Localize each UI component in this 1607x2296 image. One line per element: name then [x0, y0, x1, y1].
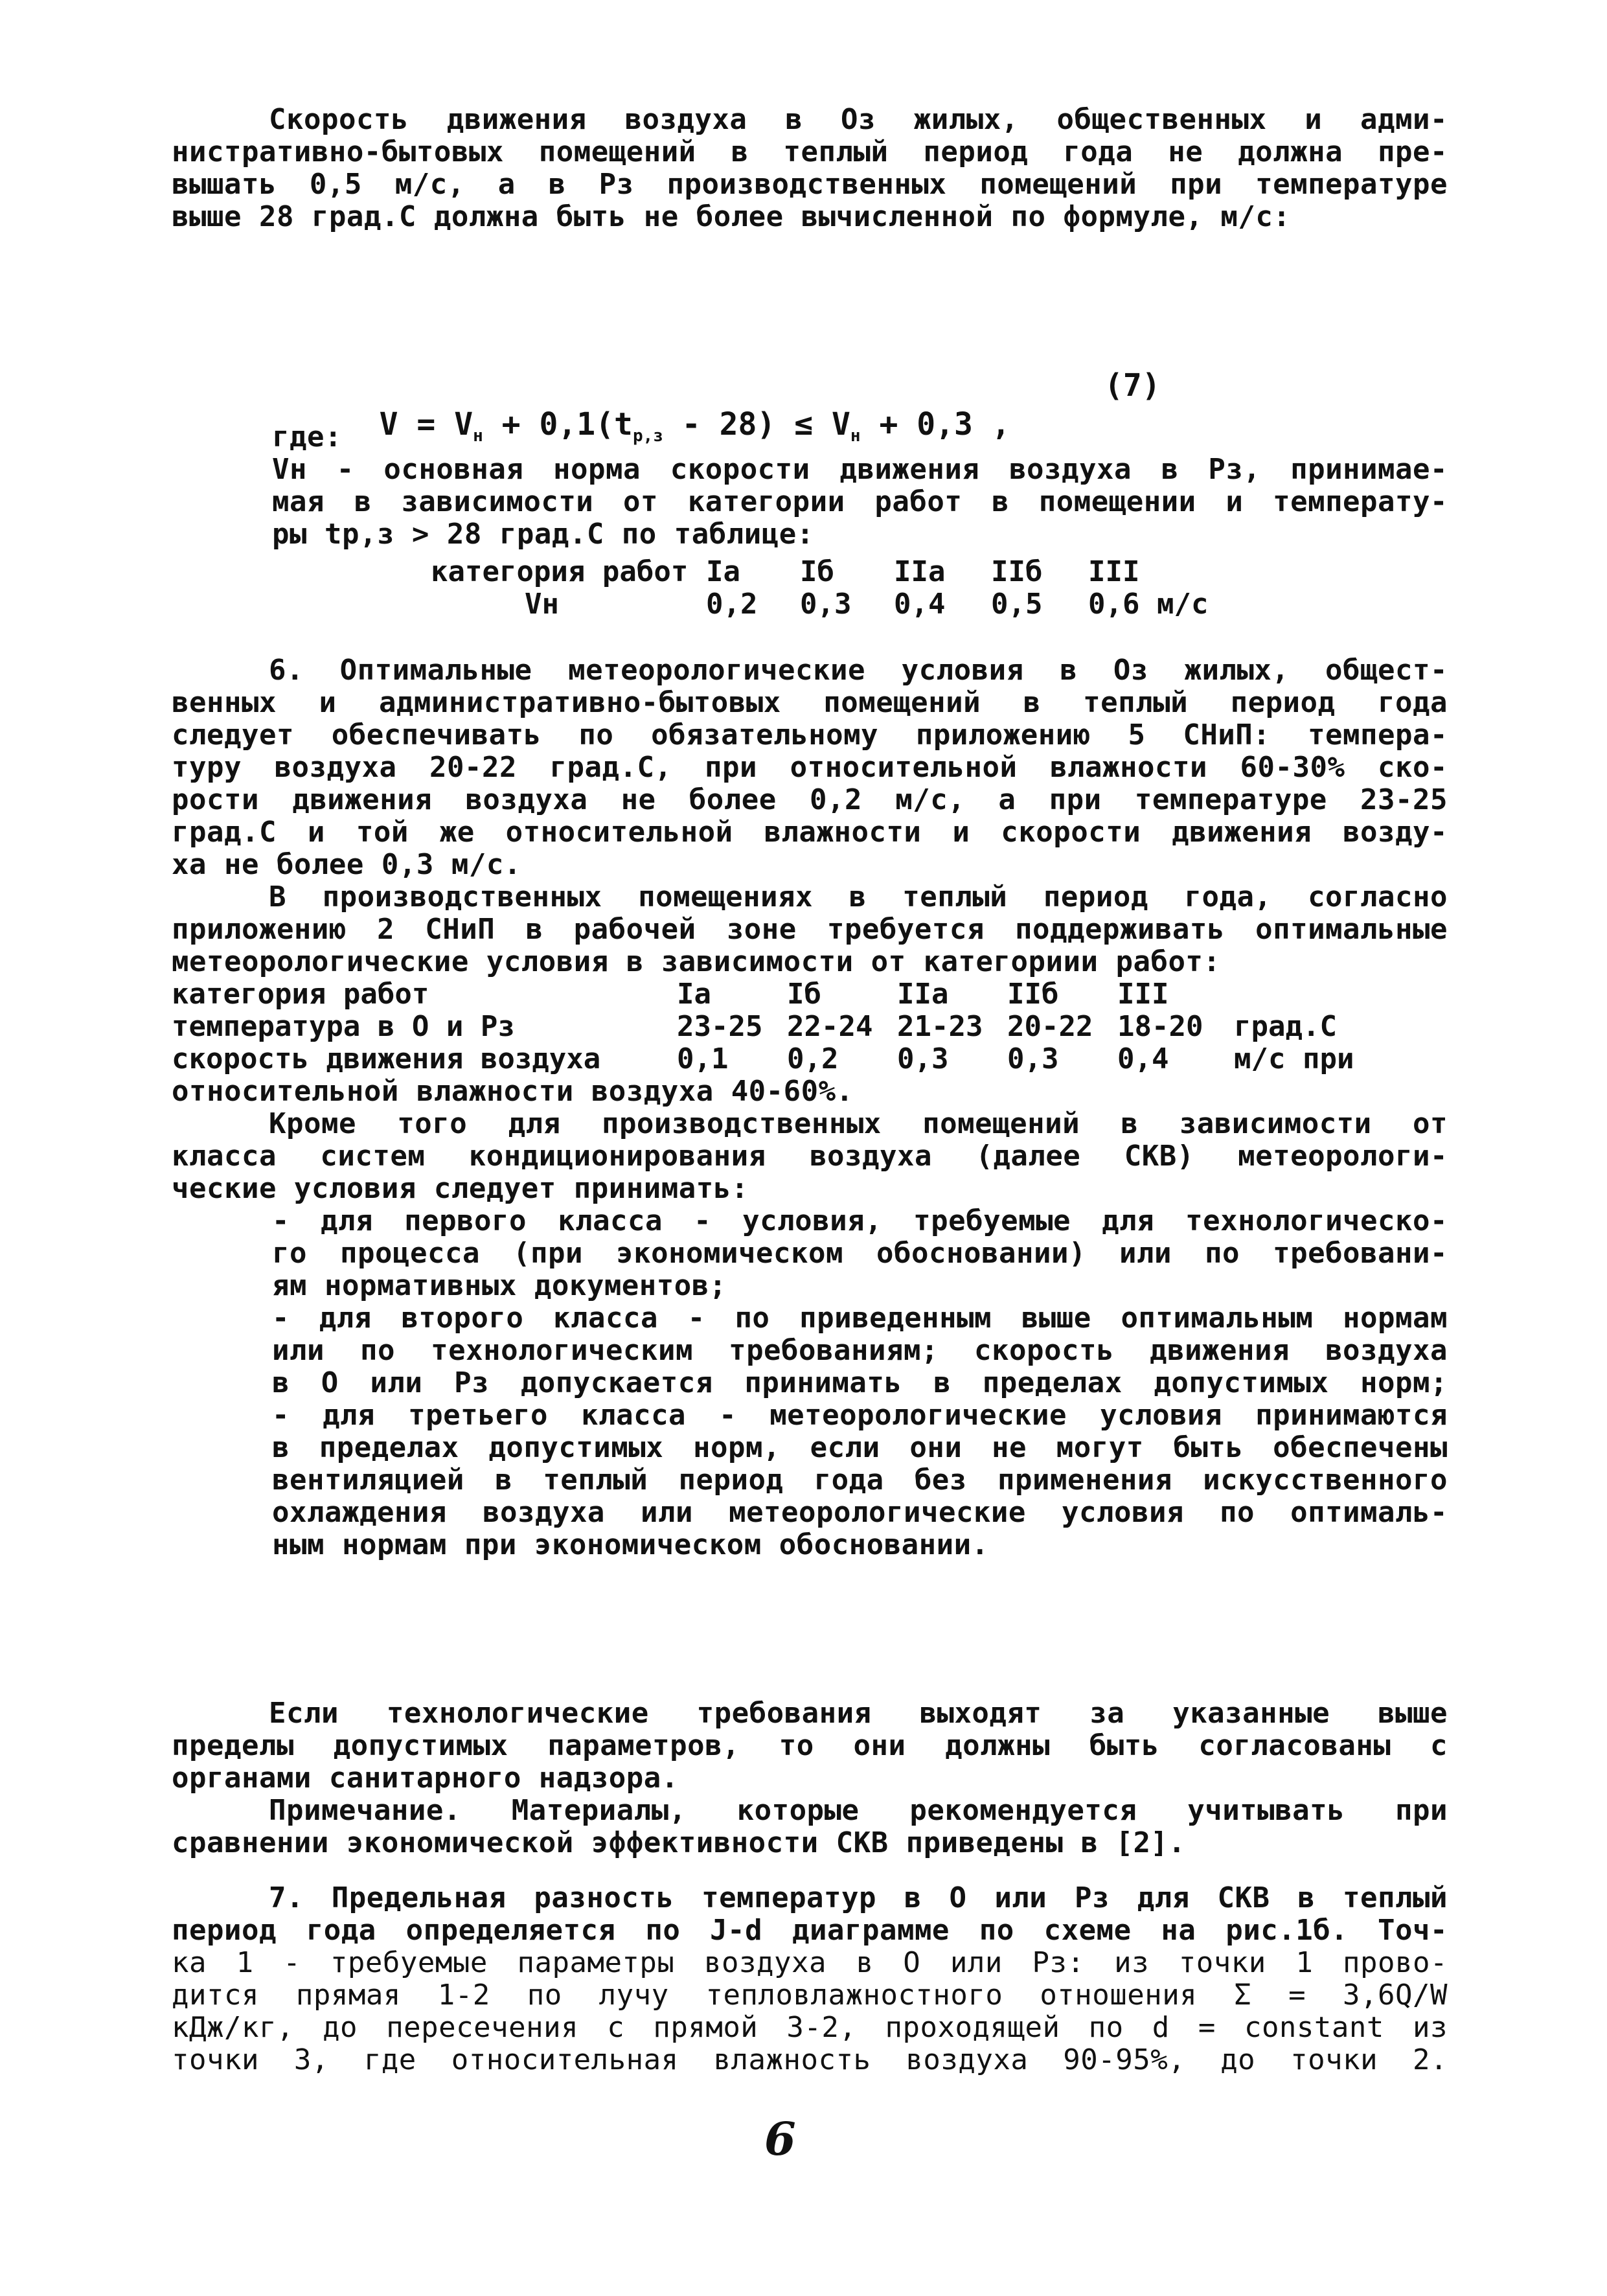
table-cell: 21-23 [897, 1010, 983, 1043]
intro-paragraph [172, 104, 1448, 233]
section-7 [172, 1882, 1448, 2076]
table-cell: 0,2 [706, 588, 758, 621]
formula-part: + 0,3 , [860, 406, 1010, 442]
section-6-line: рости движения воздуха не более 0,2 м/с, а при температуре 23-25 [172, 783, 1448, 816]
intro-line: Скорость движения воздуха в Оз жилых, общественных и адми- [269, 103, 1448, 136]
table-cell: 0,4 [1117, 1042, 1169, 1075]
section-7-line: 7. Предельная разность температур в О или Рз для СКВ в теплый [269, 1881, 1448, 1914]
table-cell: 20-22 [1007, 1010, 1093, 1043]
section-6-line: метеорологические условия в зависимости от категориии работ: [172, 945, 1221, 978]
table-cell: Iа [677, 978, 711, 1011]
formula-sub: р,з [632, 426, 663, 446]
table-cell: III [1117, 978, 1169, 1011]
formula-part: - 28) ≤ V [663, 406, 850, 442]
formula-part: + 0,1(t [483, 406, 633, 442]
optimal-conditions-table [172, 978, 1354, 1075]
tech-line: Если технологические требования выходят за указанные выше [269, 1697, 1448, 1730]
section-6-line: венных и административно-бытовых помещений в теплый период года [172, 686, 1448, 719]
section-7-line: ка 1 - требуемые параметры воздуха в О или Рз: из точки 1 прово- [172, 1946, 1448, 1979]
table-cell: температура в О и Рз [172, 1010, 515, 1043]
formula-sub: н [473, 426, 483, 446]
table-row [431, 588, 1208, 621]
section-7-line: дится прямая 1-2 по лучу тепловлажностного отношения Σ = 3,6Q/W [172, 1979, 1448, 2012]
section-7-line: точки 3, где относительная влажность воздуха 90-95%, до точки 2. [172, 2043, 1448, 2076]
bullet-line: - для второго класса - по приведенным выше оптимальным нормам [272, 1302, 1448, 1335]
section-7-line: кДж/кг, до пересечения с прямой 3-2, проходящей по d = constant из [172, 2011, 1448, 2044]
bullet-line: в О или Рз допускается принимать в пределах допустимых норм; [272, 1366, 1448, 1399]
section-6-line: ха не более 0,3 м/с. [172, 848, 521, 881]
class-line: класса систем кондиционирования воздуха (далее СКВ) метеорологи- [172, 1140, 1448, 1173]
equation-number: (7) [1104, 367, 1161, 404]
table-cell: 23-25 [677, 1010, 763, 1043]
table-cell: Vн [525, 588, 559, 621]
where-block [272, 421, 1448, 551]
bullet-line: ным нормам при экономическом обосновании. [272, 1528, 989, 1561]
page-number: 6 [764, 2112, 796, 2166]
intro-line: вышать 0,5 м/с, а в Рз производственных помещений при температуре [172, 168, 1448, 201]
where-line: мая в зависимости от категории работ в помещении и температу- [272, 485, 1448, 518]
table-cell: 0,4 [894, 588, 946, 621]
section-6-line: приложению 2 СНиП в рабочей зоне требуется поддерживать оптимальные [172, 913, 1448, 946]
bullet-line: в пределах допустимых норм, если они не могут быть обеспечены [272, 1431, 1448, 1464]
where-label: где: [272, 420, 342, 453]
note-line: Примечание. Материалы, которые рекомендуется учитывать при [269, 1794, 1448, 1827]
table-cell: 0,3 [897, 1042, 949, 1075]
bullet-line: вентиляцией в теплый период года без применения искусственного [272, 1464, 1448, 1497]
formula-sub: н [850, 426, 861, 446]
class-line: Кроме того для производственных помещений в зависимости от [269, 1107, 1448, 1140]
table-cell: 22-24 [787, 1010, 873, 1043]
section-6-line: град.С и той же относительной влажности и скорости движения возду- [172, 816, 1448, 849]
table-row [172, 1011, 1354, 1043]
table-cell: м/с при [1234, 1042, 1354, 1075]
table-row [172, 978, 1354, 1011]
section-6-line: В производственных помещениях в теплый период года, согласно [269, 880, 1448, 913]
bullet-line: ям нормативных документов; [272, 1269, 727, 1302]
velocity-table [431, 556, 1208, 621]
where-line: ры tр,з > 28 град.С по таблице: [272, 518, 814, 551]
tech-line: органами санитарного надзора. [172, 1762, 679, 1795]
table-cell: 0,2 [787, 1042, 839, 1075]
conditions-continued [172, 1075, 1448, 1205]
table-row [431, 556, 1208, 588]
formula-lhs: V = V [379, 406, 473, 442]
tech-line: пределы допустимых параметров, то они должны быть согласованы с [172, 1729, 1448, 1762]
bullet-line: или по технологическим требованиям; скорость движения воздуха [272, 1334, 1448, 1367]
table-cell: 18-20 [1117, 1010, 1203, 1043]
table-cell: Iа [706, 555, 740, 588]
class-line: ческие условия следует принимать: [172, 1172, 749, 1205]
table-cell: 0,6 м/с [1088, 588, 1209, 621]
table-cell: IIа [897, 978, 949, 1011]
class-bullets [272, 1205, 1448, 1561]
section-6-line: туру воздуха 20-22 град.С, при относительной влажности 60-30% ско- [172, 751, 1448, 784]
bullet-line: - для первого класса - условия, требуемые для технологическо- [272, 1204, 1448, 1237]
intro-line: выше 28 град.С должна быть не более вычисленной по формуле, м/с: [172, 200, 1291, 233]
table-cell: 0,3 [800, 588, 852, 621]
table-cell: IIб [991, 555, 1043, 588]
note-line: сравнении экономической эффективности СКВ приведены в [2]. [172, 1826, 1186, 1859]
table-row [172, 1043, 1354, 1075]
table-cell [1234, 978, 1354, 1011]
section-6 [172, 654, 1448, 978]
table-cell: Iб [800, 555, 834, 588]
intro-line: нистративно-бытовых помещений в теплый период года не должна пре- [172, 135, 1448, 168]
bullet-line: охлаждения воздуха или метеорологические условия по оптималь- [272, 1496, 1448, 1529]
table-cell: категория работ [172, 978, 429, 1011]
table-cell: град.С [1234, 1010, 1337, 1043]
table-cell: IIа [894, 555, 946, 588]
section-6-line: следует обеспечивать по обязательному приложению 5 СНиП: темпера- [172, 718, 1448, 752]
bullet-line: го процесса (при экономическом обосновании) или по требовани- [272, 1237, 1448, 1270]
table-cell: IIб [1007, 978, 1059, 1011]
table-cell: III [1088, 555, 1140, 588]
bullet-line: - для третьего класса - метеорологические условия принимаются [272, 1399, 1448, 1432]
table-cell: категория работ [431, 555, 689, 588]
tech-requirements [172, 1697, 1448, 1859]
table-cell: 0,1 [677, 1042, 729, 1075]
table-cell: Iб [787, 978, 821, 1011]
table-cell: 0,5 [991, 588, 1043, 621]
table-cell: скорость движения воздуха [172, 1042, 601, 1075]
table-cell: 0,3 [1007, 1042, 1059, 1075]
section-6-line: 6. Оптимальные метеорологические условия в Оз жилых, общест- [269, 654, 1448, 687]
where-line: Vн - основная норма скорости движения воздуха в Рз, принимае- [272, 453, 1448, 486]
humidity-line: относительной влажности воздуха 40-60%. [172, 1075, 854, 1108]
section-7-line: период года определяется по J-d диаграмме по схеме на рис.1б. Точ- [172, 1914, 1448, 1947]
